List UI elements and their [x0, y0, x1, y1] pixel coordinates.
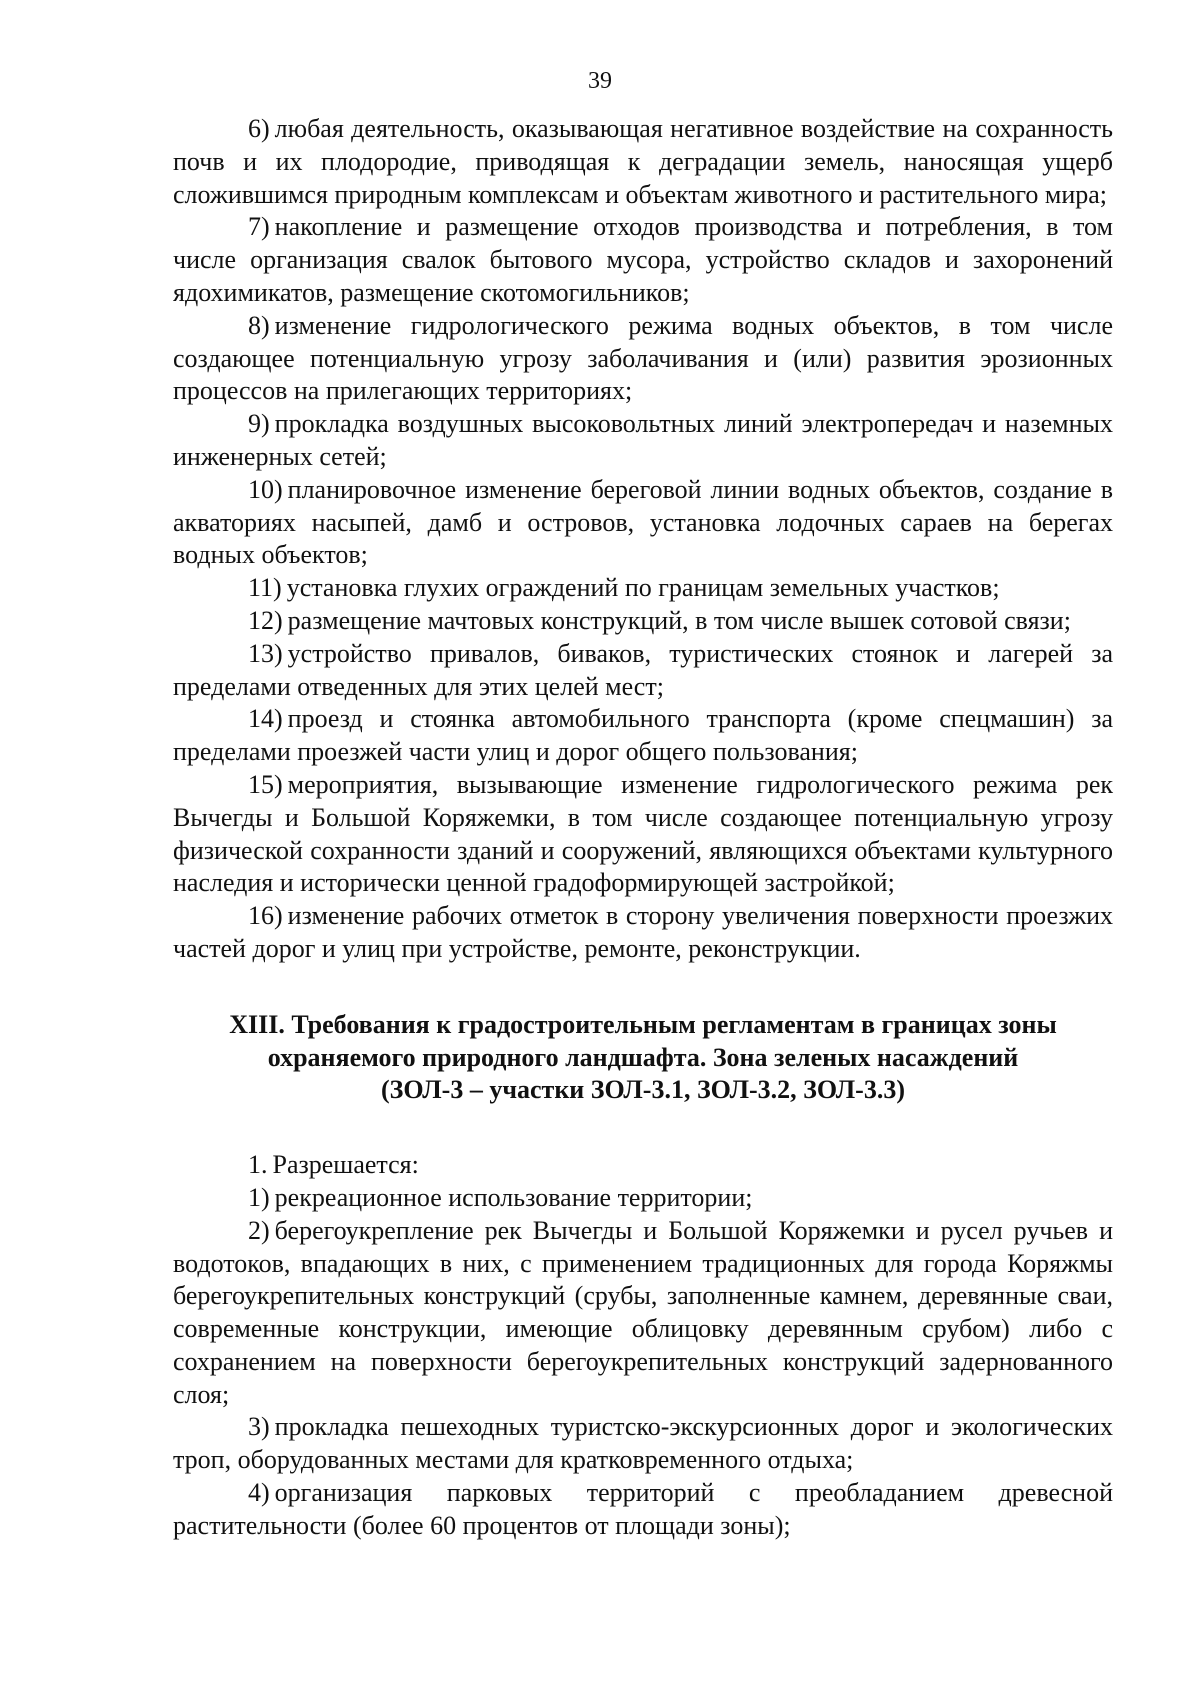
item-number: 15): [248, 769, 283, 799]
item-text: проезд и стоянка автомобильного транспорта (кроме спецмашин) за пределами проезжей части улиц и дорог общего пользования;: [173, 704, 1113, 767]
section-heading: [173, 1009, 1113, 1107]
item-text: прокладка воздушных высоковольтных линий электропередач и наземных инженерных сетей;: [173, 409, 1113, 471]
list-item: [173, 605, 1113, 638]
item-text: планировочное изменение береговой линии водных объектов, создание в акваториях насыпей, дамб и островов, установка лодочных сараев на берегах водных объектов;: [173, 474, 1113, 570]
list-item: [173, 703, 1113, 769]
list-item: [173, 408, 1113, 474]
list-item: [173, 113, 1113, 211]
section-heading-line: (ЗОЛ-3 – участки ЗОЛ-3.1, ЗОЛ-3.2, ЗОЛ-3.3): [381, 1075, 905, 1105]
item-text: берегоукрепление рек Вычегды и Большой Коряжемки и русел ручьев и водотоков, впадающих в них, с применением традиционных для города Коряжмы берегоукрепительных конструкций (срубы, заполненные камнем, деревянные сваи, современные конструкции, имеющие облицовку деревянным срубом) либо с сохранением на поверхности берегоукрепительных конструкций задернованного слоя;: [173, 1215, 1113, 1409]
item-text: изменение рабочих отметок в сторону увеличения поверхности проезжих частей дорог и улиц при устройстве, ремонте, реконструкции.: [173, 901, 1113, 963]
item-number: 12): [248, 605, 283, 635]
section-intro: [173, 1149, 1113, 1182]
item-text: рекреационное использование территории;: [274, 1182, 753, 1212]
list-item: [173, 1477, 1113, 1543]
list-item: [173, 638, 1113, 704]
list-item: [173, 1182, 1113, 1215]
item-number: 4): [248, 1478, 270, 1508]
item-text: Разрешается:: [272, 1150, 419, 1180]
item-number: 13): [248, 638, 283, 668]
item-text: размещение мачтовых конструкций, в том числе вышек сотовой связи;: [287, 605, 1071, 635]
item-number: 11): [248, 573, 282, 603]
item-text: накопление и размещение отходов производства и потребления, в том числе организация свалок бытового мусора, устройство складов и захоронений ядохимикатов, размещение скотомогильников;: [173, 212, 1113, 307]
item-text: организация парковых территорий с преобладанием древесной растительности (более 60 процентов от площади зоны);: [173, 1478, 1113, 1540]
item-number: 14): [248, 704, 283, 734]
item-text: мероприятия, вызывающие изменение гидрологического режима рек Вычегды и Большой Коряжемки, в том числе создающее потенциальную угрозу физической сохранности зданий и сооружений, являющихся объектами культурного наследия и исторически ценной градоформирующей застройкой;: [173, 769, 1113, 898]
item-number: 6): [248, 114, 270, 143]
item-number: 8): [248, 310, 270, 340]
list-item: [173, 1215, 1113, 1412]
item-number: 16): [248, 901, 283, 931]
list-item: [173, 474, 1113, 572]
item-text: изменение гидрологического режима водных объектов, в том числе создающее потенциальную угрозу заболачивания и (или) развития эрозионных процессов на прилегающих территориях;: [173, 310, 1113, 406]
list-item: [173, 1411, 1113, 1477]
list-item: [173, 769, 1113, 900]
item-number: 10): [248, 474, 283, 504]
item-number: 9): [248, 409, 270, 439]
item-number: 3): [248, 1412, 270, 1442]
section-heading-line: XIII. Требования к градостроительным регламентам в границах зоны: [229, 1009, 1057, 1039]
item-text: любая деятельность, оказывающая негативное воздействие на сохранность почв и их плодородие, приводящая к деградации земель, наносящая ущерб сложившимся природным комплексам и объектам животного и растительного мира;: [173, 114, 1113, 209]
list-item: [173, 572, 1113, 605]
item-number: 1.: [248, 1150, 268, 1180]
section-heading-line: охраняемого природного ландшафта. Зона зеленых насаждений: [267, 1042, 1019, 1072]
item-number: 1): [248, 1182, 270, 1212]
list-item: [173, 900, 1113, 966]
list-item: [173, 211, 1113, 309]
item-text: установка глухих ограждений по границам земельных участков;: [286, 573, 1000, 603]
list-item: [173, 310, 1113, 408]
item-number: 2): [248, 1215, 270, 1245]
permitted-list: [173, 1149, 1113, 1543]
prohibited-list: [173, 113, 1113, 966]
page-number: 39: [588, 68, 612, 94]
item-text: прокладка пешеходных туристско-экскурсионных дорог и экологических троп, оборудованных местами для кратковременного отдыха;: [173, 1412, 1113, 1475]
item-text: устройство привалов, биваков, туристических стоянок и лагерей за пределами отведенных для этих целей мест;: [173, 638, 1113, 701]
item-number: 7): [248, 212, 270, 242]
document-body: [173, 113, 1113, 1543]
